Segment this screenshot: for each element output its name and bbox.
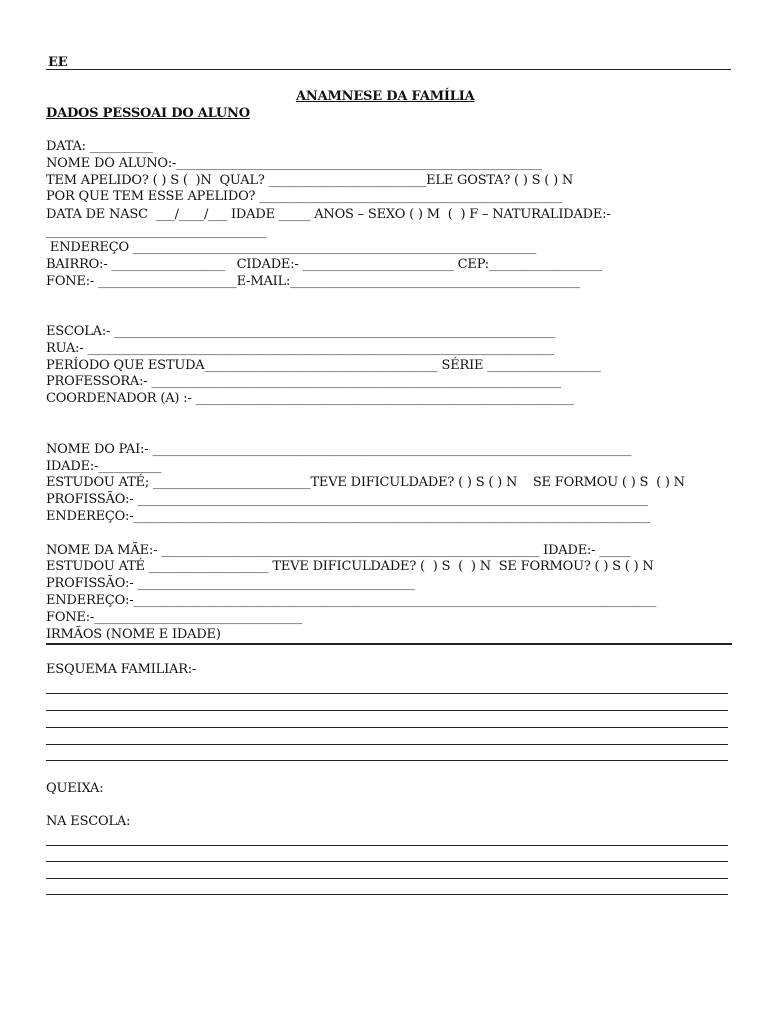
father-education-field: ESTUDOU ATÉ; _________________________TEVE DIFICULDADE? ( ) S ( ) N SE FORMOU ( ) S ( ) N — [46, 475, 685, 490]
school-name-line — [46, 69, 731, 70]
at-school-label: NA ESCOLA: — [46, 814, 131, 829]
father-age-field: IDADE:-__________ — [46, 459, 162, 474]
neighborhood-city-field: BAIRRO:- __________________ CIDADE:- ________________________ CEP:__________________ — [46, 257, 603, 272]
father-address-field: ENDEREÇO:-__________________________________________________________________________________ — [46, 509, 651, 524]
school-label: EE — [48, 55, 68, 70]
writing-line — [46, 861, 728, 862]
writing-line — [46, 845, 728, 846]
section-title: DADOS PESSOAI DO ALUNO — [46, 106, 250, 121]
mother-phone-field: FONE:-_________________________________ — [46, 610, 303, 625]
nickname-field: TEM APELIDO? ( ) S ( )N QUAL? _________________________ELE GOSTA? ( ) S ( ) N — [46, 173, 574, 188]
address-field: ENDEREÇO ________________________________________________________________ — [46, 240, 537, 255]
street-field: RUA:- __________________________________________________________________________ — [46, 341, 554, 356]
period-grade-field: PERÍODO QUE ESTUDA_____________________________________ SÉRIE __________________ — [46, 358, 601, 373]
student-name-field: NOME DO ALUNO:-__________________________________________________________ — [46, 156, 542, 171]
siblings-label: IRMÃOS (NOME E IDADE) — [46, 627, 221, 642]
writing-line — [46, 744, 728, 745]
writing-line — [46, 710, 728, 711]
section-divider — [46, 643, 732, 645]
writing-line — [46, 894, 728, 895]
writing-line — [46, 693, 728, 694]
mother-address-field: ENDEREÇO:-___________________________________________________________________________________ — [46, 593, 657, 608]
nickname-reason-field: POR QUE TEM ESSE APELIDO? ________________________________________________ — [46, 189, 562, 204]
coordinator-field: COORDENADOR (A) :- ____________________________________________________________ — [46, 391, 574, 406]
father-name-field: NOME DO PAI:- ____________________________________________________________________________ — [46, 442, 632, 457]
date-field: DATA: __________ — [46, 139, 153, 154]
mother-name-field: NOME DA MÃE:- ____________________________________________________________ IDADE:- _____ — [46, 543, 631, 558]
writing-line — [46, 760, 728, 761]
mother-profession-field: PROFISSÃO:- ____________________________________________ — [46, 576, 415, 591]
mother-education-field: ESTUDOU ATÉ ___________________ TEVE DIFICULDADE? ( ) S ( ) N SE FORMOU? ( ) S ( ) N — [46, 559, 654, 574]
father-profession-field: PROFISSÃO:- _________________________________________________________________________________ — [46, 492, 648, 507]
writing-line — [46, 727, 728, 728]
writing-line — [46, 878, 728, 879]
phone-email-field: FONE:- ______________________E-MAIL:______________________________________________ — [46, 274, 581, 289]
complaint-label: QUEIXA: — [46, 781, 104, 796]
birthplace-continuation: ___________________________________ — [46, 224, 267, 239]
birth-date-field: DATA DE NASC ___/____/___ IDADE _____ ANOS – SEXO ( ) M ( ) F – NATURALIDADE:- — [46, 207, 611, 222]
family-scheme-label: ESQUEMA FAMILIAR:- — [46, 662, 197, 677]
form-title: ANAMNESE DA FAMÍLIA — [296, 89, 475, 104]
teacher-field: PROFESSORA:- _________________________________________________________________ — [46, 374, 561, 389]
school-field: ESCOLA:- ______________________________________________________________________ — [46, 324, 556, 339]
